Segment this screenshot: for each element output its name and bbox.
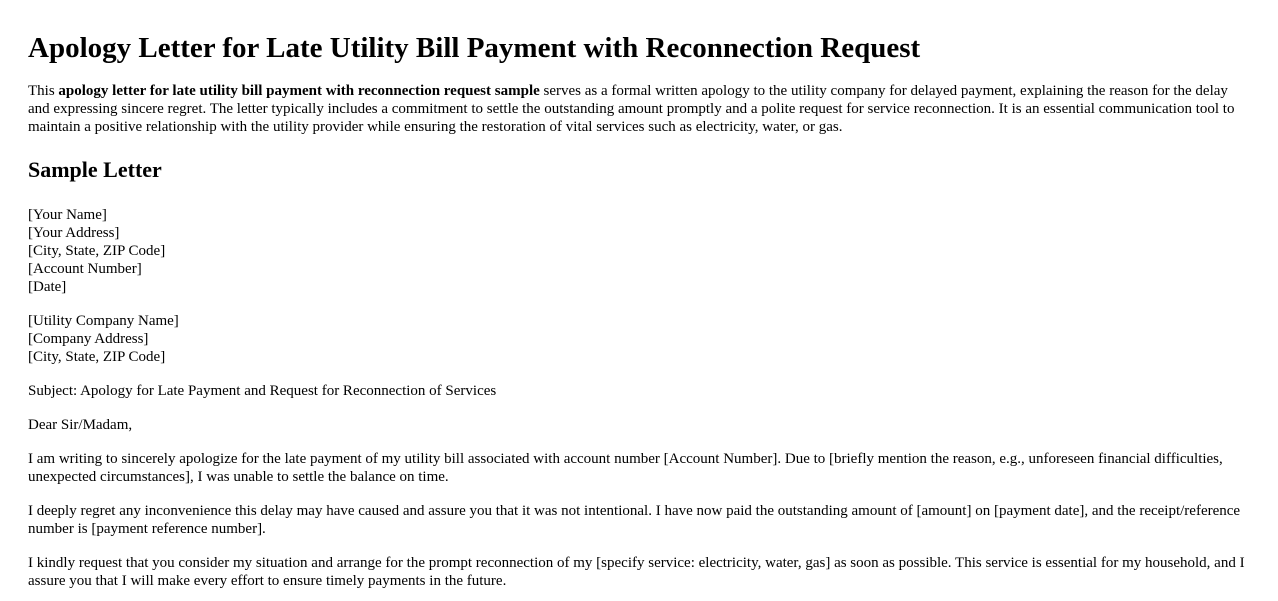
recipient-address: [Company Address] [28,331,149,347]
letter-subject: Subject: Apology for Late Payment and Request for Reconnection of Services [28,383,497,399]
sender-name: [Your Name] [28,207,107,223]
sender-address: [Your Address] [28,225,120,241]
sender-account: [Account Number] [28,261,142,277]
page-title: Apology Letter for Late Utility Bill Payment with Reconnection Request [28,32,921,64]
letter-paragraph-3: I kindly request that you consider my situation and arrange for the prompt reconnection of my [specify service: electricity, water, gas] as soon as possible. This service is essential for my household, and I assure you that I will make every effort to ensure timely payments in the future. [28,555,1245,589]
recipient-block [28,312,1250,366]
sender-city: [City, State, ZIP Code] [28,243,166,259]
letter-paragraph-2: I deeply regret any inconvenience this delay may have caused and assure you that it was not intentional. I have now paid the outstanding amount of [amount] on [payment date], and the receipt/reference number is [payment reference number]. [28,503,1241,537]
intro-after: serves as a formal written apology to the utility company for delayed payment, explaining the reason for the delay and expressing sincere regret. The letter typically includes a commitment to settle the outstanding amount promptly and a polite request for service reconnection. It is an essential communication tool to maintain a positive relationship with the utility provider while ensuring the restoration of vital services such as electricity, water, or gas. [28,83,1235,135]
recipient-company: [Utility Company Name] [28,313,179,329]
sender-date: [Date] [28,279,67,295]
letter-salutation: Dear Sir/Madam, [28,417,133,433]
intro-bold-phrase: apology letter for late utility bill payment with reconnection request sample [58,83,540,99]
section-heading: Sample Letter [28,157,162,182]
letter-paragraph-1: I am writing to sincerely apologize for the late payment of my utility bill associated with account number [Account Number]. Due to [briefly mention the reason, e.g., unforeseen financial difficulties, unexpected circumstances], I was unable to settle the balance on time. [28,451,1223,485]
sender-block [28,206,1250,296]
recipient-city: [City, State, ZIP Code] [28,349,166,365]
intro-before: This [28,83,59,99]
intro-paragraph [28,82,1250,136]
